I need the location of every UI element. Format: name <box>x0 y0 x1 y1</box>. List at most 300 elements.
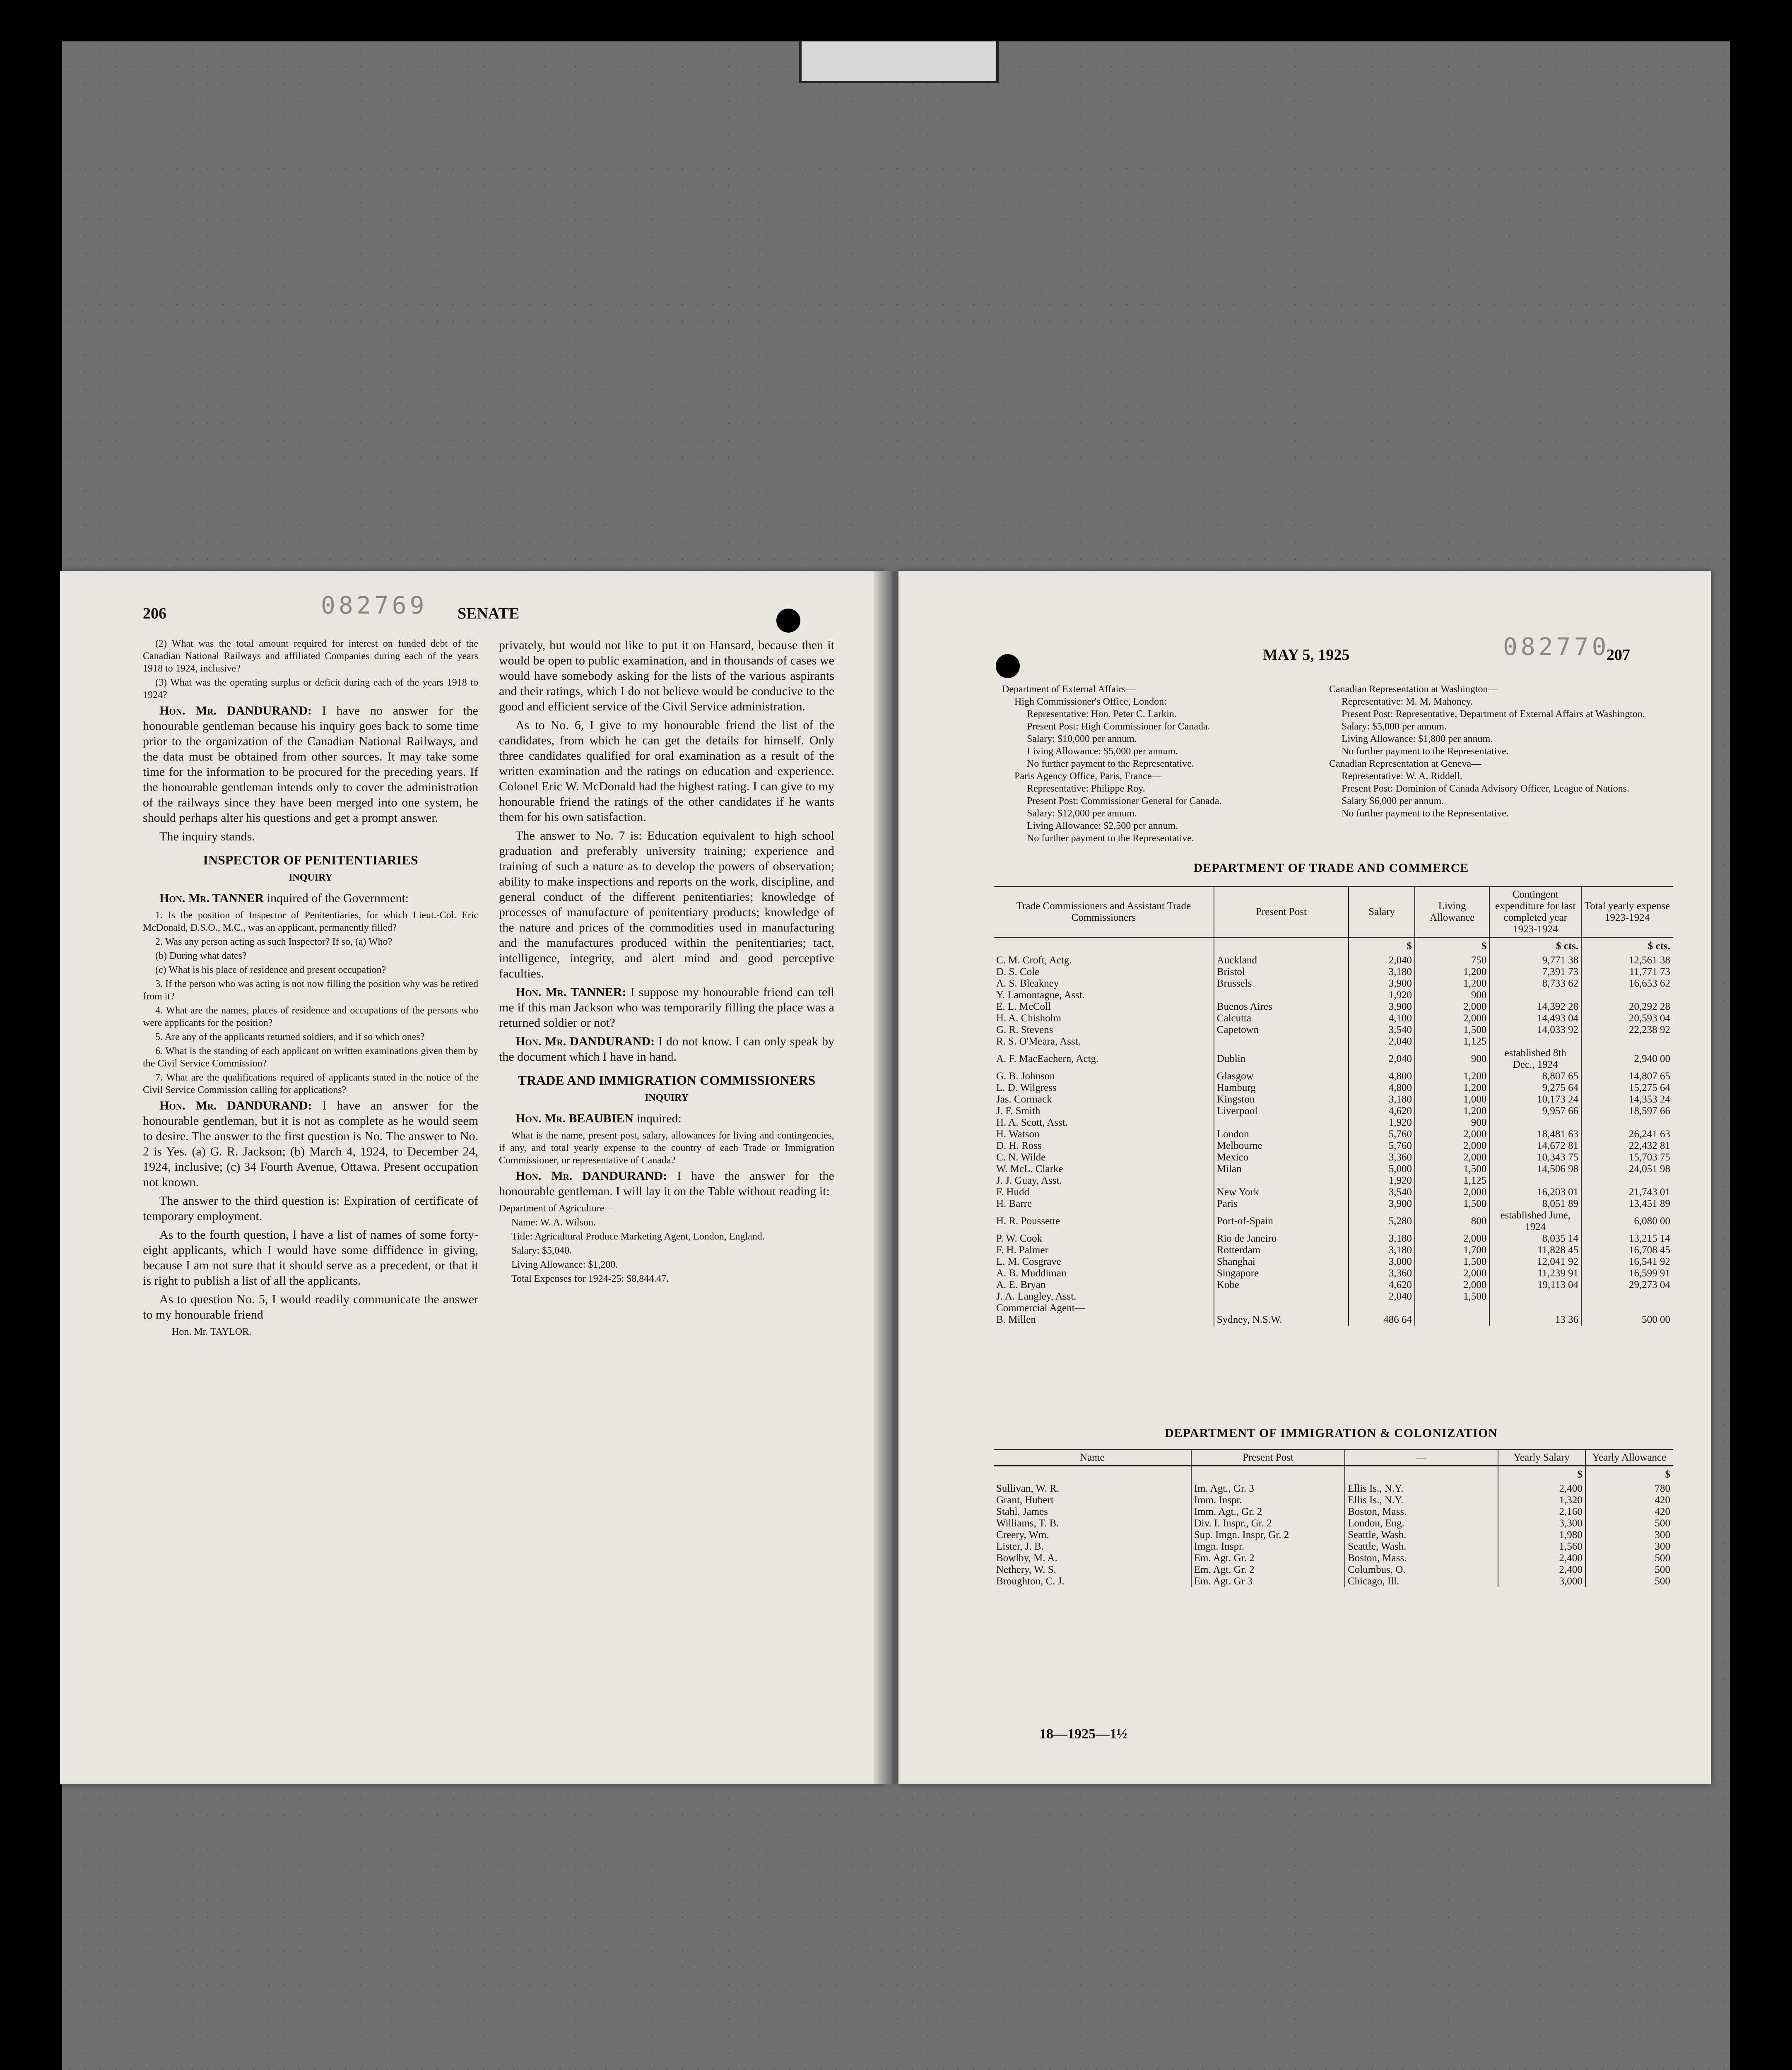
table-cell: 7,391 73 <box>1489 966 1581 978</box>
table-cell: J. J. Guay, Asst. <box>994 1175 1214 1187</box>
table-row <box>994 1291 1673 1302</box>
catchword: Hon. Mr. TAYLOR. <box>172 1326 252 1337</box>
table-cell: Bristol <box>1214 966 1349 978</box>
table-cell: 800 <box>1415 1210 1489 1233</box>
table-cell: 500 00 <box>1642 1314 1670 1325</box>
table-row <box>994 1001 1673 1013</box>
table-cell: Paris <box>1214 1198 1349 1210</box>
table-cell: Div. I. Inspr., Gr. 2 <box>1191 1518 1345 1529</box>
table-cell: 2,000 <box>1415 1001 1489 1013</box>
table-cell: Brussels <box>1214 978 1349 989</box>
table-cell: Ellis Is., N.Y. <box>1345 1495 1498 1506</box>
ext-line: Present Post: Commissioner General for Canada. <box>1027 796 1222 806</box>
table-row <box>994 1129 1673 1140</box>
question-item: 4. What are the names, places of residence and occupations of the persons who were applicants for the position? <box>143 1005 478 1028</box>
table-cell <box>1214 989 1349 1001</box>
unit-cell <box>1191 1466 1345 1483</box>
unit-cell: $ <box>1498 1466 1585 1483</box>
table-cell: 14,672 81 <box>1489 1140 1581 1152</box>
section-heading: INSPECTOR OF PENITENTIARIES <box>203 852 418 867</box>
table-row <box>994 1314 1673 1326</box>
table-cell: 1,125 <box>1415 1036 1489 1047</box>
external-affairs-left <box>1002 683 1342 845</box>
table-row <box>994 1082 1673 1094</box>
table-cell: Im. Agt., Gr. 3 <box>1191 1483 1345 1495</box>
table-cell: H. A. Chisholm <box>994 1013 1214 1024</box>
punch-hole <box>776 609 800 633</box>
question-3: (3) What was the operating surplus or deficit during each of the years 1918 to 1924? <box>143 677 478 700</box>
table-cell: 3,300 <box>1498 1518 1585 1529</box>
table-row <box>994 1152 1673 1163</box>
table-cell: Calcutta <box>1214 1013 1349 1024</box>
table-cell: 500 <box>1655 1552 1670 1564</box>
table-cell: 2,000 <box>1415 1279 1489 1291</box>
right-page-stamp: 082770 <box>1503 633 1610 661</box>
table-row <box>994 989 1673 1001</box>
table-cell <box>1415 1302 1489 1314</box>
table-cell: 1,700 <box>1415 1244 1489 1256</box>
col-header: Total yearly expense 1923-1924 <box>1581 887 1673 938</box>
table-cell: Y. Lamontagne, Asst. <box>994 989 1214 1001</box>
table-row <box>994 1552 1673 1564</box>
col-header: Name <box>994 1450 1191 1466</box>
table-cell: Commercial Agent— <box>994 1302 1214 1314</box>
table-cell: 2,040 <box>1349 1036 1415 1047</box>
ext-line: Representative: Hon. Peter C. Larkin. <box>1027 709 1177 720</box>
table-cell: 5,280 <box>1349 1210 1415 1233</box>
immigration-table <box>994 1449 1673 1587</box>
table-cell: Sydney, N.S.W. <box>1214 1314 1349 1326</box>
table-cell: B. Millen <box>994 1314 1214 1326</box>
table-cell: Buenos Aires <box>1214 1001 1349 1013</box>
table-cell: 4,100 <box>1349 1013 1415 1024</box>
table-cell: 5,760 <box>1349 1129 1415 1140</box>
trade-header-row <box>994 887 1673 938</box>
table-cell: Columbus, O. <box>1345 1564 1498 1576</box>
table-cell: 1,500 <box>1415 1291 1489 1302</box>
right-page <box>898 571 1711 1784</box>
table-cell: Seattle, Wash. <box>1345 1529 1498 1541</box>
speaker: Hon. Mr. TANNER <box>159 891 264 905</box>
speaker: Hon. Mr. DANDURAND: <box>515 1035 655 1048</box>
paragraph-text: inquired: <box>636 1112 682 1125</box>
table-cell: 1,200 <box>1415 1071 1489 1082</box>
table-cell: Imm. Inspr. <box>1191 1495 1345 1506</box>
col-header: Present Post <box>1191 1450 1345 1466</box>
table-row <box>994 1094 1673 1105</box>
table-cell: Imm. Agt., Gr. 2 <box>1191 1506 1345 1518</box>
table-cell: Grant, Hubert <box>994 1495 1191 1506</box>
table-cell: 420 <box>1655 1506 1670 1517</box>
table-row <box>994 1302 1673 1314</box>
table-cell: Boston, Mass. <box>1345 1552 1498 1564</box>
table-cell: 11,239 91 <box>1489 1268 1581 1279</box>
ext-line: Canadian Representation at Geneva— <box>1329 758 1481 769</box>
paragraph-text: I have an answer for the honourable gentleman, but it is not as complete as he would seem to desire. The answer to the first question is No. The answer to No. 2 is Yes. (a) G. R. Jackson; (b) March 4, 1924, to December 24, 1924, inclusive; (c) 34 Fourth Avenue, Ottawa. Present occupation not known. <box>143 1099 479 1189</box>
question-item: 7. What are the qualifications required of applicants stated in the notice of the Civil Service Commission calling for applications? <box>143 1072 478 1095</box>
table-cell: New York <box>1214 1187 1349 1198</box>
table-cell: Em. Agt. Gr. 2 <box>1191 1564 1345 1576</box>
table-cell: Kobe <box>1214 1279 1349 1291</box>
ext-line: Present Post: High Commissioner for Canada. <box>1027 721 1210 732</box>
table-row <box>994 1013 1673 1024</box>
table-cell: 6,080 00 <box>1634 1216 1670 1227</box>
unit-cell <box>994 938 1214 955</box>
external-affairs-right <box>1329 683 1669 820</box>
table-cell: A. B. Muddiman <box>994 1268 1214 1279</box>
table-row <box>994 1483 1673 1495</box>
table-row <box>994 1071 1673 1082</box>
table-row <box>994 1140 1673 1152</box>
table-cell: E. L. McColl <box>994 1001 1214 1013</box>
table-cell: 1,920 <box>1349 989 1415 1001</box>
table-row <box>994 1576 1673 1587</box>
table-row <box>994 1024 1673 1036</box>
ext-line: Salary: $5,000 per annum. <box>1342 721 1447 732</box>
table-cell: 14,807 65 <box>1629 1071 1670 1082</box>
section-heading: TRADE AND IMMIGRATION COMMISSIONERS <box>518 1073 816 1088</box>
table-cell: 486 64 <box>1349 1314 1415 1326</box>
table-row <box>994 1117 1673 1129</box>
ext-line: Representative: Philippe Roy. <box>1027 783 1145 794</box>
table-cell: 22,432 81 <box>1629 1140 1670 1151</box>
table-cell: 29,273 04 <box>1629 1279 1670 1290</box>
table-cell: 3,360 <box>1349 1152 1415 1163</box>
table-row <box>994 966 1673 978</box>
table-cell: 1,500 <box>1415 1198 1489 1210</box>
section-subheading: INQUIRY <box>645 1093 689 1103</box>
table-cell: Hamburg <box>1214 1082 1349 1094</box>
table-cell <box>1489 1175 1581 1187</box>
table-cell: A. E. Bryan <box>994 1279 1214 1291</box>
table-cell: 3,180 <box>1349 1244 1415 1256</box>
left-column-1 <box>143 638 478 1340</box>
table-cell: Rotterdam <box>1214 1244 1349 1256</box>
table-cell <box>1581 1175 1673 1187</box>
table-cell <box>1214 1036 1349 1047</box>
table-row <box>994 1047 1673 1071</box>
paragraph <box>499 984 834 1030</box>
table-cell: D. H. Ross <box>994 1140 1214 1152</box>
table-cell: 14,506 98 <box>1489 1163 1581 1175</box>
table-cell: 2,000 <box>1415 1013 1489 1024</box>
left-page-stamp: 082769 <box>321 591 428 619</box>
paragraph-text: I suppose my honourable friend can tell me if this man Jackson who was temporarily filling the place was a returned soldier or not? <box>499 985 835 1030</box>
table-cell: 12,041 92 <box>1489 1256 1581 1268</box>
col-header: Contingent expenditure for last completed year 1923-1924 <box>1489 887 1581 938</box>
table-cell: 3,000 <box>1349 1256 1415 1268</box>
col-header: Salary <box>1349 887 1415 938</box>
table-cell: 13,215 14 <box>1629 1233 1670 1244</box>
table-cell: Stahl, James <box>994 1506 1191 1518</box>
paragraph <box>143 1098 478 1190</box>
table-cell: established 8th Dec., 1924 <box>1489 1047 1581 1071</box>
signature-line: 18—1925—1½ <box>1039 1726 1127 1742</box>
table-cell <box>1214 1117 1349 1129</box>
imm-header-row <box>994 1450 1673 1466</box>
table-cell: Rio de Janeiro <box>1214 1233 1349 1244</box>
agriculture-line: Salary: $5,040. <box>511 1245 572 1256</box>
table-cell: Boston, Mass. <box>1345 1506 1498 1518</box>
table-cell <box>1489 989 1581 1001</box>
table-row <box>994 1187 1673 1198</box>
table-cell: P. W. Cook <box>994 1233 1214 1244</box>
question-item: 3. If the person who was acting is not now filling the position why was he retired from it? <box>143 979 478 1002</box>
ext-line: No further payment to the Representative. <box>1342 746 1509 757</box>
table-cell: 2,400 <box>1498 1483 1585 1495</box>
table-cell: G. R. Stevens <box>994 1024 1214 1036</box>
table-cell: 1,500 <box>1415 1163 1489 1175</box>
table-cell: London, Eng. <box>1345 1518 1498 1529</box>
table-cell <box>1489 1302 1581 1314</box>
table-cell: D. S. Cole <box>994 966 1214 978</box>
table-cell: J. A. Langley, Asst. <box>994 1291 1214 1302</box>
table-cell: 2,000 <box>1415 1268 1489 1279</box>
agriculture-line: Name: W. A. Wilson. <box>511 1217 596 1228</box>
left-column-2 <box>499 638 834 1287</box>
left-page <box>60 571 886 1784</box>
table-cell: Auckland <box>1214 955 1349 966</box>
table-row <box>994 1210 1673 1233</box>
paragraph <box>143 891 478 906</box>
question-item: (b) During what dates? <box>155 951 247 961</box>
table-cell: 900 <box>1415 1117 1489 1129</box>
table-cell: 1,125 <box>1415 1175 1489 1187</box>
table-cell: H. A. Scott, Asst. <box>994 1117 1214 1129</box>
table-cell: 20,593 04 <box>1629 1013 1670 1024</box>
table-cell: 9,957 66 <box>1489 1105 1581 1117</box>
table-cell: 18,481 63 <box>1489 1129 1581 1140</box>
table-cell: Imgn. Inspr. <box>1191 1541 1345 1552</box>
table-cell: 10,343 75 <box>1489 1152 1581 1163</box>
table-cell: 2,000 <box>1415 1187 1489 1198</box>
trade-commissioners-table <box>994 886 1673 1326</box>
paragraph: privately, but would not like to put it on Hansard, because then it would be open to public examination, and in thousands of cases we would have somebody asking for the lists of the various aspirants and their ratings, which I do not believe would be conducive to the good and efficient service of the Civil Service administration. <box>499 638 834 713</box>
table-cell: 900 <box>1415 989 1489 1001</box>
table-cell: Sup. Imgn. Inspr, Gr. 2 <box>1191 1529 1345 1541</box>
table-cell: Glasgow <box>1214 1071 1349 1082</box>
agriculture-line: Living Allowance: $1,200. <box>511 1259 618 1270</box>
right-page-header: MAY 5, 1925 <box>1263 646 1350 664</box>
table-cell: 18,597 66 <box>1629 1105 1670 1117</box>
table-cell: Chicago, Ill. <box>1345 1576 1498 1587</box>
table-cell: 780 <box>1655 1483 1670 1494</box>
question-item: 5. Are any of the applicants returned soldiers, and if so which ones? <box>155 1032 425 1042</box>
table-cell: 2,040 <box>1349 955 1415 966</box>
speaker: Hon. Mr. DANDURAND: <box>515 1169 667 1183</box>
table-cell: Broughton, C. J. <box>994 1576 1191 1587</box>
col-header: Yearly Allowance <box>1585 1450 1673 1466</box>
table-cell: 2,000 <box>1415 1233 1489 1244</box>
table-cell: 3,180 <box>1349 1094 1415 1105</box>
table-cell <box>1581 1117 1673 1129</box>
table-cell: Milan <box>1214 1163 1349 1175</box>
unit-cell: $ cts. <box>1489 938 1581 955</box>
question-item: 6. What is the standing of each applicant on written examinations given them by the Civil Service Commission? <box>143 1046 478 1069</box>
paragraph: As to the fourth question, I have a list of names of some forty-eight applicants, which I would have some diffidence in giving, because I am not sure that it should serve as a precedent, or that it is right to publish a list of all the applicants. <box>143 1228 478 1288</box>
table-cell: 500 <box>1655 1576 1670 1587</box>
section-subheading: INQUIRY <box>289 872 332 883</box>
table-cell: 14,493 04 <box>1489 1013 1581 1024</box>
table-cell: 13,451 89 <box>1629 1198 1670 1209</box>
table-cell: 16,203 01 <box>1489 1187 1581 1198</box>
table-cell: 5,760 <box>1349 1140 1415 1152</box>
ext-line: Present Post: Dominion of Canada Advisory Officer, League of Nations. <box>1342 783 1630 794</box>
table-cell: 3,180 <box>1349 966 1415 978</box>
table-cell: 16,541 92 <box>1629 1256 1670 1267</box>
table-cell <box>1214 1291 1349 1302</box>
ext-line: Living Allowance: $1,800 per annum. <box>1342 734 1493 744</box>
table-cell: 2,000 <box>1415 1129 1489 1140</box>
table-cell: G. B. Johnson <box>994 1071 1214 1082</box>
table-row <box>994 978 1673 989</box>
table-cell: C. M. Croft, Actg. <box>994 955 1214 966</box>
ext-line: Department of External Affairs— <box>1002 684 1136 695</box>
table-cell: 3,900 <box>1349 1001 1415 1013</box>
col-header: Yearly Salary <box>1498 1450 1585 1466</box>
table-cell: C. N. Wilde <box>994 1152 1214 1163</box>
table-cell: Williams, T. B. <box>994 1518 1191 1529</box>
table-cell: 1,000 <box>1415 1094 1489 1105</box>
ext-line: Salary: $10,000 per annum. <box>1027 734 1137 744</box>
table-cell: 1,200 <box>1415 978 1489 989</box>
paragraph: As to No. 6, I give to my honourable friend the list of the candidates, from which he can get the details for himself. Only three candidates qualified for oral examination as a result of the written examination and the ratings on education and experience. Colonel Eric W. McDonald had the highest rating. I can give to my honourable friend the ratings of the other candidates if he wants them for his own satisfaction. <box>499 718 834 824</box>
table-cell: 2,400 <box>1498 1552 1585 1564</box>
table-cell: L. M. Cosgrave <box>994 1256 1214 1268</box>
table-cell: 22,238 92 <box>1629 1024 1670 1035</box>
table-row <box>994 1541 1673 1552</box>
table-cell <box>1581 1036 1673 1047</box>
table-cell: 26,241 63 <box>1629 1129 1670 1140</box>
table-cell: Port-of-Spain <box>1214 1210 1349 1233</box>
ext-line: High Commissioner's Office, London: <box>1014 696 1167 707</box>
paragraph-text: I have the answer for the honourable gentleman. I will lay it on the Table without reading it: <box>499 1169 834 1198</box>
table-cell: A. F. MacEachern, Actg. <box>994 1047 1214 1071</box>
table-cell: 2,000 <box>1415 1152 1489 1163</box>
table-cell: 1,200 <box>1415 1105 1489 1117</box>
table-row <box>994 1198 1673 1210</box>
table-cell: Lister, J. B. <box>994 1541 1191 1552</box>
paragraph-text: I do not know. I can only speak by the document which I have in hand. <box>499 1035 834 1064</box>
table-row <box>994 1233 1673 1244</box>
unit-cell <box>1214 938 1349 955</box>
table-row <box>994 955 1673 966</box>
paragraph: The inquiry stands. <box>159 830 255 843</box>
agriculture-line: Department of Agriculture— <box>499 1203 614 1214</box>
col-header: — <box>1345 1450 1498 1466</box>
paragraph <box>499 1111 834 1126</box>
table-cell: 1,320 <box>1498 1495 1585 1506</box>
table-cell <box>1581 989 1673 1001</box>
table-cell: 2,160 <box>1498 1506 1585 1518</box>
table-cell: A. S. Bleakney <box>994 978 1214 989</box>
table-cell: 3,360 <box>1349 1268 1415 1279</box>
table-cell: 16,708 45 <box>1629 1244 1670 1256</box>
speaker: Hon. Mr. BEAUBIEN <box>515 1112 634 1125</box>
table-cell <box>1489 1117 1581 1129</box>
speaker: Hon. Mr. TANNER: <box>515 985 626 999</box>
table-cell: 1,200 <box>1415 1082 1489 1094</box>
table-cell: Nethery, W. S. <box>994 1564 1191 1576</box>
punch-hole <box>996 654 1020 678</box>
table-cell: 19,113 04 <box>1489 1279 1581 1291</box>
table-row <box>994 1105 1673 1117</box>
question-item: (c) What is his place of residence and present occupation? <box>155 965 386 975</box>
paragraph: The answer to the third question is: Expiration of certificate of temporary employment. <box>143 1194 478 1223</box>
question-item: What is the name, present post, salary, allowances for living and contingencies, if any, and total yearly expense to the country of each Trade or Immigration Commissioner, or representative of Canada? <box>499 1130 834 1166</box>
table-row <box>994 1175 1673 1187</box>
table-cell <box>1214 1302 1349 1314</box>
paragraph <box>499 1034 834 1064</box>
col-header: Living Allowance <box>1415 887 1489 938</box>
col-header: Trade Commissioners and Assistant Trade Commissioners <box>994 887 1214 938</box>
table-cell: 300 <box>1655 1529 1670 1540</box>
table-cell: 1,980 <box>1498 1529 1585 1541</box>
ext-line: Living Allowance: $5,000 per annum. <box>1027 746 1178 757</box>
table-cell: F. H. Palmer <box>994 1244 1214 1256</box>
question-item: 1. Is the position of Inspector of Penitentiaries, for which Lieut.-Col. Eric McDonald, D.S.O., M.C., was an applicant, permanently filled? <box>143 910 478 933</box>
unit-cell: $ <box>1665 1469 1670 1480</box>
table-cell: 3,180 <box>1349 1233 1415 1244</box>
col-header: Present Post <box>1214 887 1349 938</box>
table-cell: Dublin <box>1214 1047 1349 1071</box>
table-cell: Bowlby, M. A. <box>994 1552 1191 1564</box>
table-row <box>994 1036 1673 1047</box>
table-cell: Jas. Cormack <box>994 1094 1214 1105</box>
table-row <box>994 1163 1673 1175</box>
table-cell: Ellis Is., N.Y. <box>1345 1483 1498 1495</box>
table-cell: 4,800 <box>1349 1071 1415 1082</box>
ext-line: Representative: W. A. Riddell. <box>1342 771 1462 782</box>
question-2: (2) What was the total amount required for interest on funded debt of the Canadian National Railways and affiliated Companies during each of the years 1918 to 1924, inclusive? <box>143 638 478 674</box>
table-cell: 14,353 24 <box>1629 1094 1670 1105</box>
ext-line: No further payment to the Representative. <box>1342 808 1509 819</box>
paragraph-text: inquired of the Government: <box>267 891 409 905</box>
table-cell: 2,940 00 <box>1634 1053 1670 1064</box>
table-cell: Singapore <box>1214 1268 1349 1279</box>
table-cell: 9,275 64 <box>1489 1082 1581 1094</box>
table-cell: London <box>1214 1129 1349 1140</box>
agriculture-line: Total Expenses for 1924-25: $8,844.47. <box>511 1273 669 1284</box>
table-cell: 2,000 <box>1415 1140 1489 1152</box>
trade-department-title: DEPARTMENT OF TRADE AND COMMERCE <box>1193 861 1469 875</box>
table-cell: Shanghai <box>1214 1256 1349 1268</box>
table-cell: 14,392 28 <box>1489 1001 1581 1013</box>
table-cell: J. F. Smith <box>994 1105 1214 1117</box>
question-item: 2. Was any person acting as such Inspector? If so, (a) Who? <box>155 936 393 947</box>
table-cell: 3,900 <box>1349 978 1415 989</box>
table-cell: Liverpool <box>1214 1105 1349 1117</box>
table-cell: 4,800 <box>1349 1082 1415 1094</box>
table-cell <box>1581 1291 1673 1302</box>
unit-cell: $ <box>1415 938 1489 955</box>
table-cell: 300 <box>1655 1541 1670 1552</box>
table-cell: Mexico <box>1214 1152 1349 1163</box>
table-cell: 1,920 <box>1349 1175 1415 1187</box>
ext-line: No further payment to the Representative. <box>1027 833 1194 844</box>
table-cell: 20,292 28 <box>1629 1001 1670 1012</box>
table-cell: Creery, Wm. <box>994 1529 1191 1541</box>
table-cell: F. Hudd <box>994 1187 1214 1198</box>
paragraph-text: I have no answer for the honourable gentleman because his inquiry goes back to some time prior to the organization of the Canadian National Railways, and the data must be obtained from other sources. It may take some time for the information to be procured for the preceding years. If the honourable gentleman intends only to cover the administration of the railways since they have been merged into one system, he should perhaps alter his questions and get a prompt answer. <box>143 704 478 825</box>
table-row <box>994 1564 1673 1576</box>
table-cell: L. D. Wilgress <box>994 1082 1214 1094</box>
table-cell: 3,540 <box>1349 1024 1415 1036</box>
ext-line: Present Post: Representative, Department of External Affairs at Washington. <box>1342 709 1645 720</box>
unit-cell: $ cts. <box>1647 941 1670 952</box>
table-cell: 8,733 62 <box>1489 978 1581 989</box>
table-cell: 16,653 62 <box>1629 978 1670 989</box>
